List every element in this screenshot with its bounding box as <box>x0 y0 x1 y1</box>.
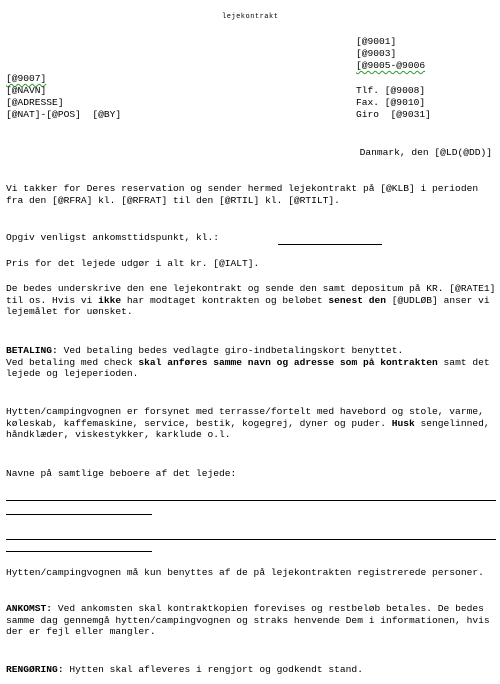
recipient-nat-pos: [@NAT]-[@POS] <box>6 109 81 120</box>
giro-label: Giro <box>356 109 380 120</box>
arrival-text: Ved ankomsten skal kontraktkopien forevises og restbeløb betales. De bedes samme dag gennemgå hytten/campingvognen og straks henvende Dem i informationen, hvis der er fejl eller mangler. <box>6 603 490 638</box>
sign-bold-1: ikke <box>98 294 122 306</box>
payment-paragraph <box>6 345 496 380</box>
giro-value: [@9031] <box>390 109 431 120</box>
contact-giro <box>356 109 431 121</box>
recipient-locality <box>6 109 121 121</box>
sign-text-2: har modtaget kontrakten og beløbet <box>121 294 329 306</box>
equipment-bold: Husk <box>391 417 415 429</box>
company-field-1: [@9001] <box>356 36 397 47</box>
sign-text-3: [@UDLØB] anser vi lejemålet for uønsket. <box>6 294 490 318</box>
names-prompt: Navne på samtlige beboere af det lejede: <box>6 468 237 479</box>
fax-value: [@9010] <box>384 97 426 108</box>
company-field-2: [@9003] <box>356 48 397 59</box>
equipment-text-1: Hytten/campingvognen er forsynet med terrasse/fortelt med havebord og stole, varme, køleskab, kaffemaskine, service, bestik, kogegrej, dyner og puder. <box>6 406 484 429</box>
payment-text-1: Ved betaling bedes vedlagte giro-indbetalingskort benyttet. <box>57 345 404 356</box>
arrival-time-prompt: Opgiv venligst ankomsttidspunkt, kl.: <box>6 232 220 243</box>
payment-bold: skal anføres samme navn og adresse som på kontrakten <box>138 356 438 368</box>
recipient-name: [@NAVN] <box>6 85 47 96</box>
usage-note: Hytten/campingvognen må kun benyttes af de på lejekontrakten registrerede personer. <box>6 567 484 578</box>
contact-tlf <box>356 85 425 97</box>
arrival-label: ANKOMST: <box>6 603 53 614</box>
recipient-city: [@BY] <box>92 109 122 120</box>
cleaning-label: RENGØRING: <box>6 664 64 675</box>
doc-title: lejekontrakt <box>222 13 279 21</box>
names-line-3 <box>6 539 496 540</box>
names-line-4 <box>6 551 152 552</box>
tlf-label: Tlf. <box>356 85 380 96</box>
payment-label: BETALING: <box>6 345 58 356</box>
names-line-2 <box>6 514 152 515</box>
recipient-id: [@9007] <box>6 73 47 84</box>
payment-text-2a: Ved betaling med check <box>6 356 139 368</box>
contact-fax <box>356 97 425 109</box>
tlf-value: [@9008] <box>384 85 426 96</box>
arrival-time-line <box>278 244 382 245</box>
cleaning-text: Hytten skal afleveres i rengjort og godkendt stand. <box>63 664 363 675</box>
names-line-1 <box>6 500 496 501</box>
sign-paragraph <box>6 283 496 318</box>
cleaning-paragraph <box>6 664 496 676</box>
dateline: Danmark, den [@LD(@DD)] <box>359 147 492 158</box>
intro-paragraph: Vi takker for Deres reservation og sender hermed lejekontrakt på [@KLB] i perioden fra den [@RFRA] kl. [@RFRAT] til den [@RTIL] kl. [@RTILT]. <box>6 183 479 206</box>
equipment-text-2: sengelinned, håndklæder, viskestykker, karklude o.l. <box>6 417 490 441</box>
price-line: Pris for det lejede udgør i alt kr. [@IALT]. <box>6 258 260 269</box>
sign-text-1: De bedes underskrive den ene lejekontrakt og sende den samt depositum på KR. [@RATE1] til os. Hvis vi <box>6 283 496 306</box>
sign-bold-2: senest den <box>328 294 386 306</box>
arrival-paragraph <box>6 603 496 638</box>
equipment-paragraph <box>6 406 496 441</box>
recipient-address: [@ADRESSE] <box>6 97 64 108</box>
payment-text-2b: samt det lejede og lejeperioden. <box>6 356 490 380</box>
fax-label: Fax. <box>356 97 380 108</box>
company-field-3: [@9005-@9006 <box>356 60 426 71</box>
